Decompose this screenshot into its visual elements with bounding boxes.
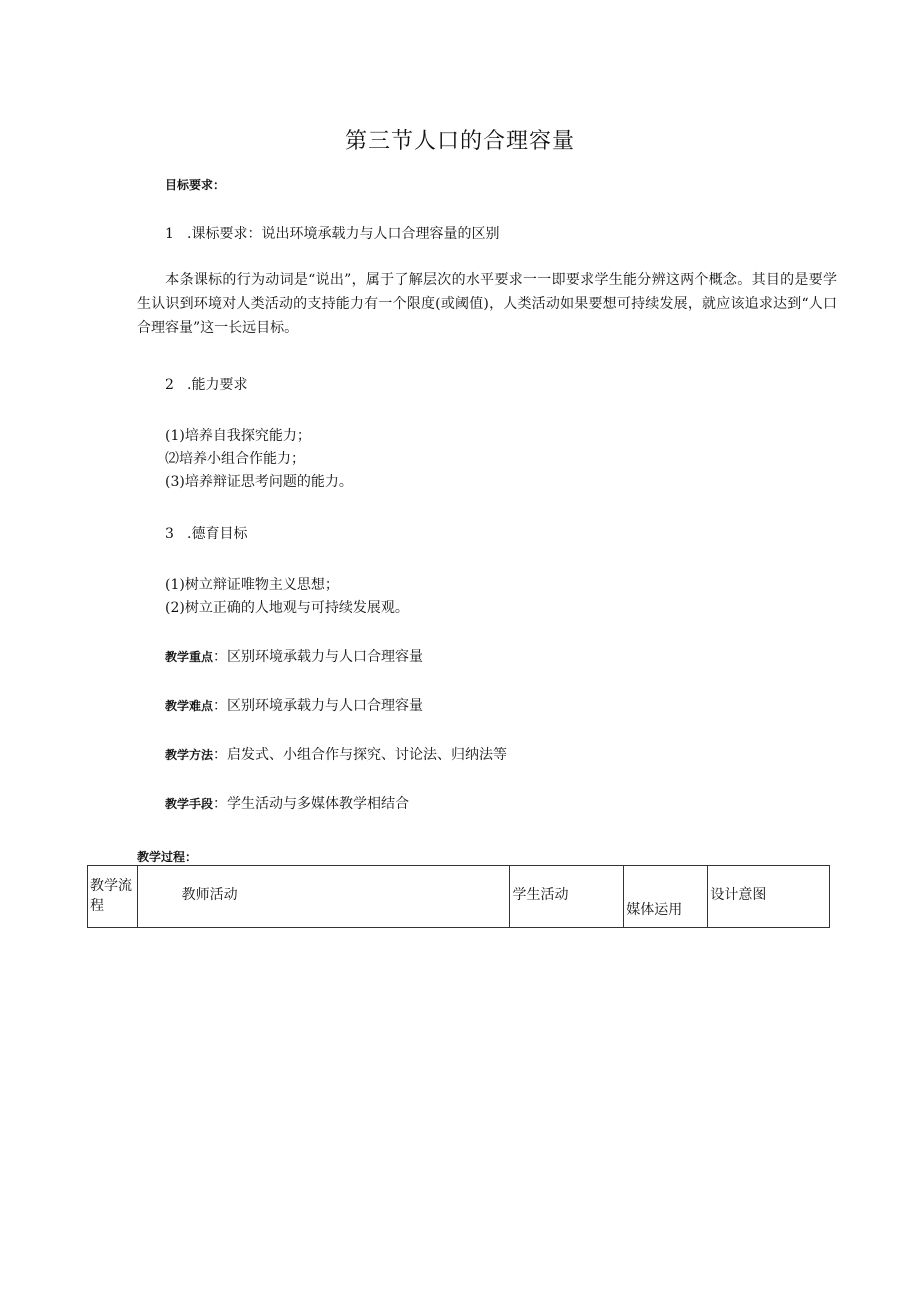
- cell-text: 媒体运用: [626, 902, 683, 918]
- item-number: 2: [165, 377, 174, 393]
- paragraph-text: 本条课标的行为动词是“说出”，属于了解层次的水平要求一一即要求学生能分辨这两个概念。其目的是要学生认识到环境对人类活动的支持能力有一个限度(或阈值)，人类活动如果要想可持续发展，就应该追求达到“人口合理容量”这一长远目标。: [137, 272, 837, 336]
- item-text: .课标要求：说出环境承载力与人口合理容量的区别: [187, 226, 500, 242]
- header-cell-teacher: [137, 866, 510, 928]
- goal-item-2: [165, 374, 247, 394]
- header-cell-media: [624, 866, 708, 928]
- cell-text: 学生活动: [512, 887, 569, 903]
- item-number: 3: [165, 526, 174, 542]
- cell-text: 程: [90, 898, 104, 914]
- key-point-label: 教学重点: [165, 650, 214, 664]
- key-point-line: [165, 646, 423, 666]
- cell-text: 教师活动: [181, 887, 238, 903]
- ability-list-item: (3)培养辩证思考问题的能力。: [165, 474, 353, 490]
- method-text: ：启发式、小组合作与探究、讨论法、归纳法等: [213, 747, 508, 763]
- cell-text: 设计意图: [710, 887, 767, 903]
- means-line: [165, 793, 409, 813]
- goal-item-1: [165, 223, 499, 243]
- header-cell-student: [510, 866, 624, 928]
- difficulty-text: ：区别环境承载力与人口合理容量: [213, 698, 424, 714]
- item-text: .能力要求: [187, 377, 248, 393]
- ability-list-item: ⑵培养小组合作能力；: [165, 451, 305, 467]
- means-label: 教学手段: [165, 797, 214, 811]
- page-title: 第三节人口的合理容量: [344, 129, 575, 154]
- moral-list-item: (2)树立正确的人地观与可持续发展观。: [165, 600, 409, 616]
- method-label: 教学方法: [165, 748, 214, 762]
- header-cell-design: [708, 866, 830, 928]
- difficulty-line: [165, 695, 423, 715]
- process-heading: 教学过程：: [137, 850, 198, 864]
- teaching-process-table: [87, 865, 830, 928]
- goals-heading: 目标要求：: [165, 178, 226, 192]
- item-number: 1: [165, 226, 174, 242]
- cell-text: 教学流: [90, 878, 132, 894]
- goal-item-3: [165, 523, 247, 543]
- header-cell-flow: [88, 866, 138, 928]
- explanation-paragraph: [137, 268, 837, 340]
- key-point-text: ：区别环境承载力与人口合理容量: [213, 649, 424, 665]
- item-text: .德育目标: [187, 526, 248, 542]
- moral-list-item: (1)树立辩证唯物主义思想；: [165, 577, 339, 593]
- difficulty-label: 教学难点: [165, 699, 214, 713]
- method-line: [165, 744, 507, 764]
- table-row: [88, 866, 830, 928]
- means-text: ：学生活动与多媒体教学相结合: [213, 796, 410, 812]
- ability-list-item: (1)培养自我探究能力；: [165, 428, 311, 444]
